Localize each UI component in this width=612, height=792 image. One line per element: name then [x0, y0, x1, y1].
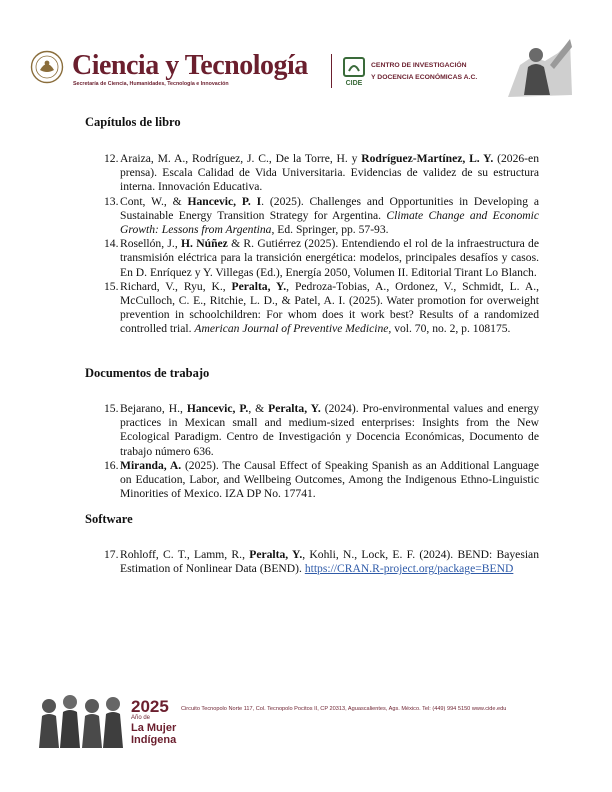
brand-subtitle: Secretaría de Ciencia, Humanidades, Tecnología e Innovación: [73, 81, 229, 87]
journal-title: American Journal of Preventive Medicine,: [194, 322, 392, 336]
cide-name-line1: CENTRO DE INVESTIGACIÓN: [371, 62, 467, 69]
author-highlight: Rodríguez-Martínez, L. Y.: [361, 152, 494, 165]
reference-item-w15: 15. Bejarano, H., Hancevic, P., & Peralta, Y. (2024). Pro-environmental values and energy practices in Mexican small and medium-sized enterprises: Insights from the New Ecological Paradigm. Centro de Investigación y Docencia Económicas, Documento de trabajo número 636.: [104, 402, 540, 458]
author-highlight: Peralta, Y.: [231, 279, 287, 293]
book-title: Climate Change and Economic Growth: Lessons from Argentina: [120, 208, 539, 237]
year-line1: La Mujer: [131, 722, 177, 734]
brand-title: Ciencia y Tecnología: [72, 50, 308, 81]
section-title-software: Software: [85, 512, 133, 526]
package-link[interactable]: https://CRAN.R-project.org/package=BEND: [304, 562, 514, 576]
year-subtitle: Año de: [131, 715, 151, 721]
reference-number: 13.: [104, 194, 119, 208]
reference-number: 15.: [104, 279, 119, 293]
author-highlight: Peralta, Y.: [249, 548, 303, 561]
author-highlight: Hancevic, P. I: [187, 194, 262, 208]
cide-logo-icon: [341, 57, 367, 87]
reference-item-14: 14. Rosellón, J., H. Núñez & R. Gutiérrez (2025). Entendiendo el rol de la infraestructura de transmisión eléctrica para la transición energética: modelos, principales desafíos y casos. En D. Enríquez y Y. Villegas (Ed.), Energía 2050, Volumen II. Editorial Tirant Lo Blanch.: [104, 237, 539, 279]
footer-address: Circuito Tecnopolo Norte 117, Col. Tecnopolo Pocitos II, CP 20313, Aguascalientes, Ags. México. Tel: (449) 994 5150 www.cide.edu: [181, 706, 507, 712]
reference-number: 16.: [104, 458, 119, 472]
page-header: [0, 30, 612, 100]
page-footer: [0, 690, 612, 760]
author-highlight: Miranda, A.: [120, 458, 182, 472]
cide-name-line2: Y DOCENCIA ECONÓMICAS A.C.: [371, 74, 478, 81]
software-list: [0, 548, 612, 576]
reference-number: 15.: [104, 402, 119, 415]
chapters-list: [0, 152, 612, 337]
author-highlight: H. Núñez: [181, 237, 228, 251]
working-papers-list: [0, 402, 612, 501]
reference-item-w16: 16. Miranda, A. (2025). The Causal Effect of Speaking Spanish as an Additional Language on Education, Labor, and Wellbeing Outcomes, Among the Indigenous Ethno-Linguistic Minorities of Mexico. IZA DP No. 17741.: [104, 458, 539, 501]
historical-figure-illustration: [500, 35, 575, 100]
year-line2: Indígena: [131, 734, 177, 746]
section-title-chapters: Capítulos de libro: [85, 115, 181, 129]
reference-item-15: 15. Richard, V., Ryu, K., Peralta, Y., Pedroza-Tobias, A., Ordonez, V., Schmidt, L. A., McCulloch, C. E., Ritchie, L. D., & Patel, A. I. (2025). Water promotion for overweight prevention in schoolchildren: For whom does it work best? Results of a randomized controlled trial. American Journal of Preventive Medicine, vol. 70, no. 2, p. 108175.: [104, 279, 539, 336]
section-title-working-papers: Documentos de trabajo: [85, 366, 210, 380]
year-badge: [131, 698, 176, 746]
reference-number: 14.: [104, 237, 119, 251]
national-seal-icon: [30, 50, 64, 84]
reference-item-13: 13. Cont, W., & Hancevic, P. I. (2025). Challenges and Opportunities in Developing a Sustainable Energy Transition Strategy for Argentina. Climate Change and Economic Growth: Lessons from Argentina, Ed. Springer, pp. 57-93.: [104, 194, 540, 237]
header-divider: [331, 54, 332, 88]
author-highlight: Hancevic, P.: [186, 402, 249, 415]
reference-number: 17.: [104, 548, 119, 561]
reference-item-17: 17. Rohloff, C. T., Lamm, R., Peralta, Y., Kohli, N., Lock, E. F. (2024). BEND: Bayesian Estimation of Nonlinear Data (BEND). https://CRAN.R-project.org/package=BEND: [104, 548, 539, 576]
cide-logo-text: CIDE: [345, 80, 363, 87]
indigenous-women-illustration: [35, 690, 127, 748]
author-highlight: Peralta, Y.: [268, 402, 321, 415]
cide-name: [371, 60, 477, 84]
year-number: 2025: [131, 697, 169, 716]
reference-number: 12.: [104, 152, 119, 165]
reference-item-12: 12. Araiza, M. A., Rodríguez, J. C., De la Torre, H. y Rodríguez-Martínez, L. Y. (2026-en prensa). Escala Calidad de Vida Universitaria. Evidencias de validez de su estructura interna. Innovación Educativa.: [104, 152, 539, 194]
